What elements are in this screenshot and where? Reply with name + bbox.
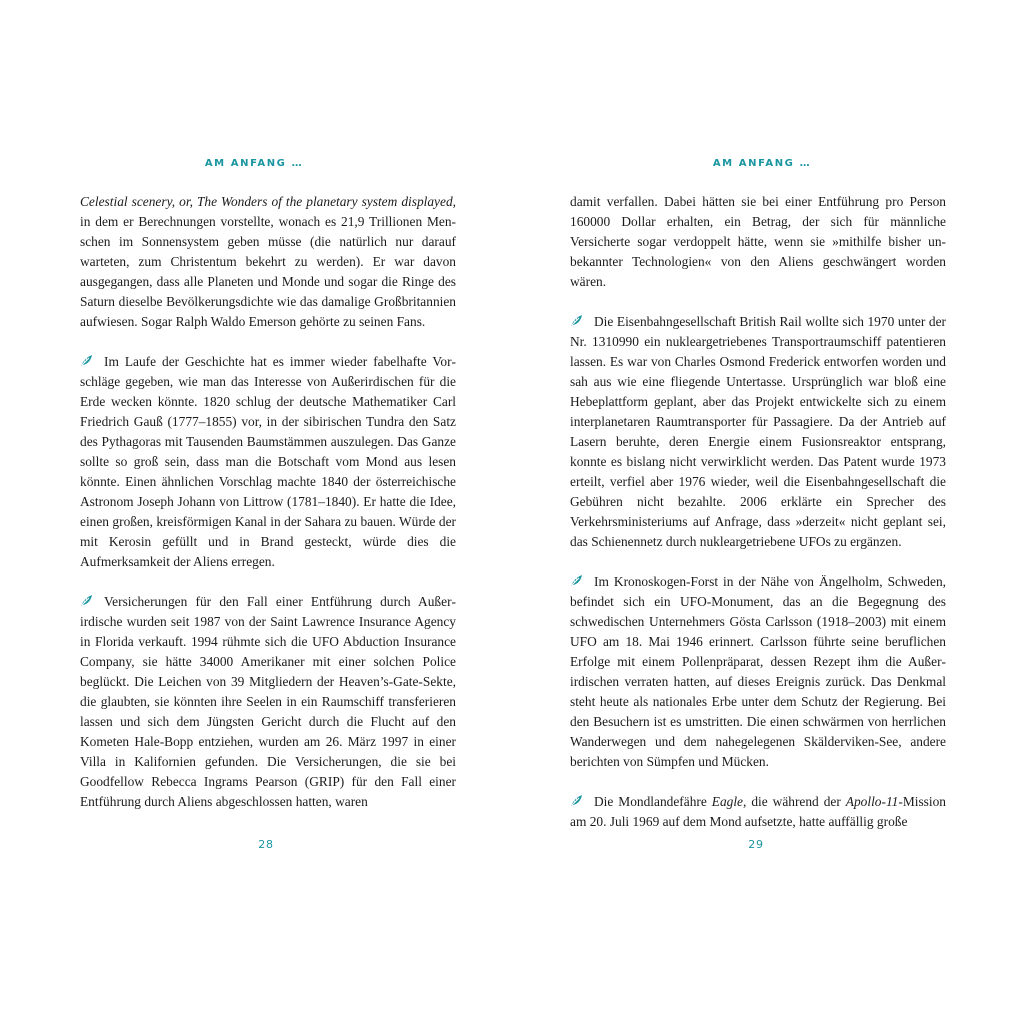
- leaf-icon: [570, 794, 584, 807]
- page-number-right: 29: [748, 838, 764, 851]
- paragraph-text: damit verfallen. Dabei hätten sie bei einer Entführung pro Person 160000 Dollar erhalten, ein Betrag, der sich für männliche Versicherte sogar verdoppelt hätte, wenn sie »mithilfe bisher unbekannter Technologien« von den Aliens geschwängert worden wären.: [570, 194, 946, 289]
- running-head-right: AM ANFANG …: [712, 158, 812, 169]
- paragraph-text: Die Mondlandefähre: [594, 794, 712, 809]
- paragraph-text: in dem er Berechnungen vorstellte, wonach es 21,9 Trillionen Menschen im Sonnensystem geben müsse (die natürlich nur darauf warteten, zum Christentum bekehrt zu werden). Er war davon ausgegangen, dass alle Planeten und Monde und sogar die Ringe des Saturn dieselbe Bevölkerungsdichte wie das damalige Großbritannien aufwiesen. Sogar Ralph Waldo Emerson gehörte zu seinen Fans.: [80, 214, 456, 329]
- paragraph-text: Im Laufe der Geschichte hat es immer wieder fabelhafte Vorschläge gegeben, wie man das Interesse von Außerirdischen für die Erde wecken könnte. 1820 schlug der deutsche Mathematiker Carl Friedrich Gauß (1777–1855) vor, in der sibirischen Tundra den Satz des Pythagoras mit Tausenden Baumstämmen auszulegen. Das Ganze sollte so groß sein, dass man die Botschaft vom Mond aus lesen könnte. Einen ähnlichen Vorschlag machte 1840 der österreichische Astronom Joseph Johann von Littrow (1781–1840). Er hatte die Idee, einen großen, kreisförmigen Kanal in der Sahara zu bauen. Würde der mit Kerosin gefüllt und in Brand gesteckt, würde dies die Aufmerksamkeit der Aliens erregen.: [80, 354, 456, 569]
- running-head-left: AM ANFANG …: [204, 158, 304, 169]
- leaf-icon: [570, 574, 584, 587]
- paragraph-continued: [80, 192, 456, 332]
- paragraph-ufo-monument: [570, 572, 946, 772]
- mission-name-italic: Apollo-11: [845, 794, 899, 809]
- paragraph-continued: [570, 192, 946, 292]
- leaf-icon: [80, 354, 94, 367]
- paragraph-text: -Mission am 20. Juli 1969 auf dem Mond aufsetzte, hatte auffällig große: [570, 794, 946, 829]
- paragraph-text: , die während der: [743, 794, 846, 809]
- leaf-icon: [80, 594, 94, 607]
- left-page-body: [80, 192, 456, 832]
- paragraph-gauss: [80, 352, 456, 572]
- right-page-body: [570, 192, 946, 852]
- paragraph-text: Im Kronoskogen-Forst in der Nähe von Ängelholm, Schweden, befindet sich ein UFO-Monument, das an die Begegnung des schwedischen Unternehmers Gösta Carlsson (1918–2003) mit einem UFO am 18. Mai 1946 erinnert. Carlsson führte seine beruflichen Erfolge mit einem Pollenpräparat, dessen Rezept ihm die Außerirdischen verraten hatten, auf dieses Ereignis zurück. Das Denkmal steht heute als nationales Erbe unter dem Schutz der Regierung. Bei den Besuchern ist es umstritten. Die einen schwärmen von herrlichen Wanderwegen und dem nahegelegenen Skälderviken-See, andere berichten von Sümpfen und Mücken.: [570, 574, 946, 769]
- paragraph-british-rail: [570, 312, 946, 552]
- paragraph-text: Versicherungen für den Fall einer Entführung durch Außerirdische wurden seit 1987 von der Saint Lawrence Insurance Agency in Florida verkauft. 1994 rühmte sich die UFO Abduction Insurance Company, sie hätte 34000 Amerikaner mit einer solchen Police beglückt. Die Leichen von 39 Mitgliedern der Heaven’s-Gate-Sekte, die glaubten, sie könnten ihre Seelen in ein Raumschiff transferieren lassen und sich dem Jüngsten Gericht durch die Flucht auf den Kometen Hale-Bopp entziehen, wurden am 26. März 1997 in einer Villa in Kalifornien gefunden. Die Versicherungen, die sie bei Goodfellow Rebecca Ingrams Pearson (GRIP) für den Fall einer Entführung durch Aliens abgeschlossen hatten, waren: [80, 594, 456, 809]
- leaf-icon: [570, 314, 584, 327]
- lander-name-italic: Eagle: [711, 794, 743, 809]
- paragraph-insurance: [80, 592, 456, 812]
- right-page: [512, 0, 1024, 1024]
- book-title-italic: Celestial scenery, or, The Wonders of the planetary system displayed,: [80, 194, 456, 209]
- paragraph-text: Die Eisenbahngesellschaft British Rail wollte sich 1970 unter der Nr. 1310990 ein nukleargetriebenes Transportraumschiff patentieren lassen. Es war von Charles Osmond Frederick entworfen worden und sah aus wie eine fliegende Untertasse. Ursprünglich war bloß eine Hebeplattform geplant, aber das Projekt entwickelte sich zu einem interplanetaren Raumtransporter für Passagiere. Da der Antrieb auf Lasern beruhte, deren Energie einem Fusionsreaktor entsprang, konnte es bislang nicht verwirklicht werden. Das Patent wurde 1973 erteilt, verfiel aber 1976 wieder, weil die Eisenbahngesellschaft die Gebühren nicht bezahlte. 2006 erklärte ein Sprecher des Verkehrsministeriums auf Anfrage, dass »derzeit« nicht geplant sei, das Schienennetz durch nukleargetriebene UFOs zu ergänzen.: [570, 314, 946, 549]
- page-number-left: 28: [258, 838, 274, 851]
- paragraph-eagle: [570, 792, 946, 832]
